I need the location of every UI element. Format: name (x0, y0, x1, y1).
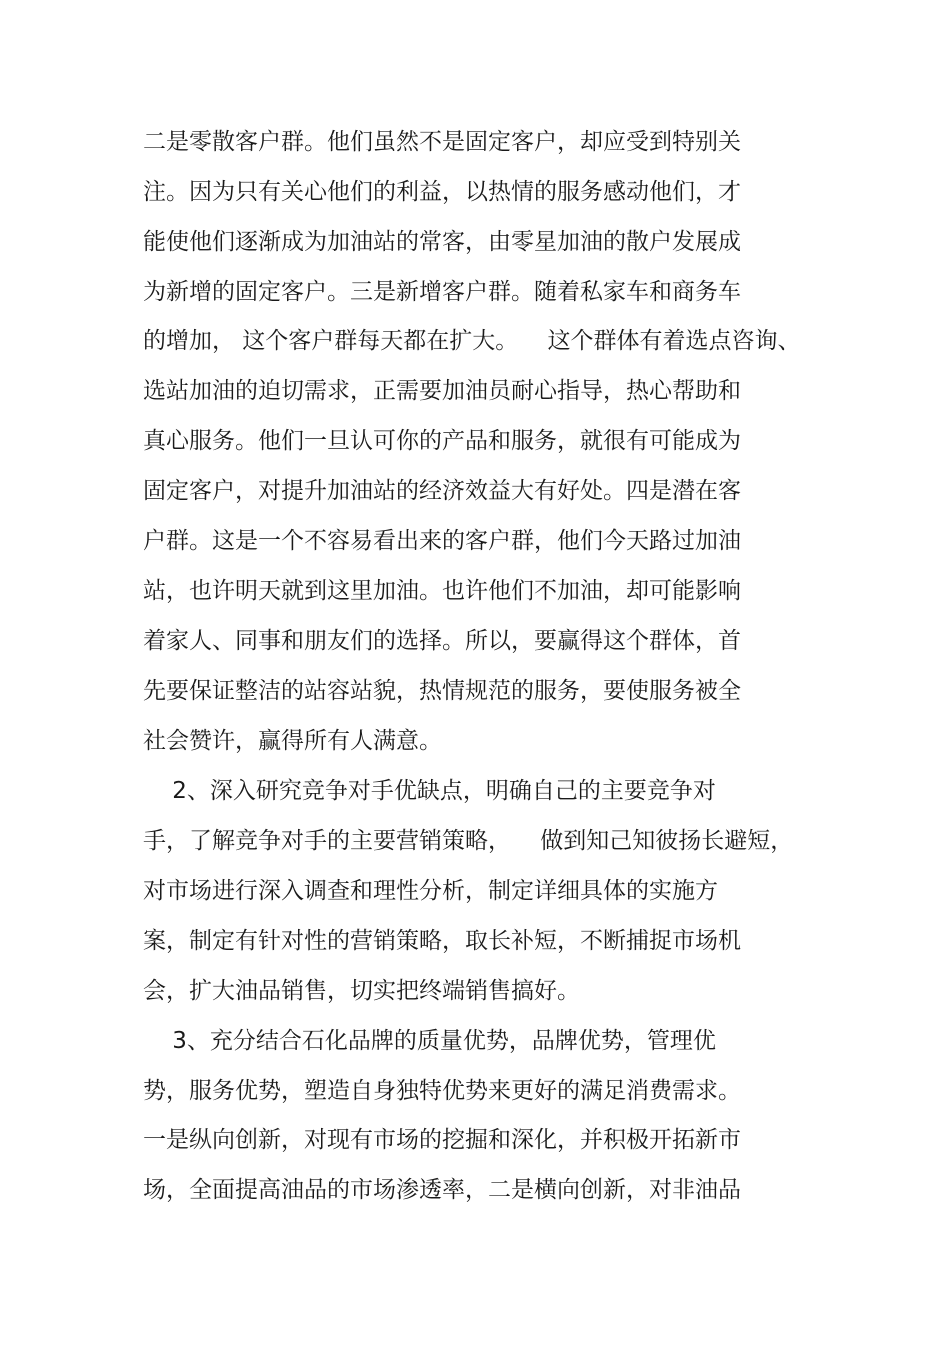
text-line: 着家人、同事和朋友们的选择。所以，要赢得这个群体，首 (143, 628, 741, 654)
text-line: 真心服务。他们一旦认可你的产品和服务，就很有可能成为 (143, 428, 741, 454)
text-line: 场，全面提高油品的市场渗透率，二是横向创新，对非油品 (143, 1177, 741, 1203)
text-line: 二是零散客户群。他们虽然不是固定客户，却应受到特别关 (143, 129, 741, 155)
text-line: 一是纵向创新，对现有市场的挖掘和深化，并积极开拓新市 (143, 1127, 741, 1153)
text-line: 注。因为只有关心他们的利益，以热情的服务感动他们，才 (143, 179, 741, 205)
text-line: 对市场进行深入调查和理性分析，制定详细具体的实施方 (143, 878, 718, 904)
text-line: 选站加油的迫切需求，正需要加油员耐心指导，热心帮助和 (143, 378, 741, 404)
text-line: 社会赞许，赢得所有人满意。 (143, 728, 442, 754)
text-line: 为新增的固定客户。三是新增客户群。随着私家车和商务车 (143, 279, 741, 305)
text-line: 会，扩大油品销售，切实把终端销售搞好。 (143, 978, 580, 1004)
text-line: 能使他们逐渐成为加油站的常客，由零星加油的散户发展成 (143, 229, 741, 255)
text-line: 的增加， 这个客户群每天都在扩大。 这个群体有着选点咨询、 (143, 328, 801, 354)
text-line: 户群。这是一个不容易看出来的客户群，他们今天路过加油 (143, 528, 741, 554)
text-line: 势，服务优势，塑造自身独特优势来更好的满足消费需求。 (143, 1078, 741, 1104)
text-line: 手，了解竞争对手的主要营销策略， 做到知己知彼扬长避短， (143, 828, 794, 854)
paragraph-3-start: 3、充分结合石化品牌的质量优势，品牌优势，管理优 (143, 1028, 716, 1054)
paragraph-2-start: 2、深入研究竞争对手优缺点，明确自己的主要竞争对 (143, 778, 716, 804)
text-line: 固定客户，对提升加油站的经济效益大有好处。四是潜在客 (143, 478, 741, 504)
text-line: 先要保证整洁的站容站貌，热情规范的服务，要使服务被全 (143, 678, 741, 704)
text-line: 案，制定有针对性的营销策略，取长补短，不断捕捉市场机 (143, 928, 741, 954)
text-line: 站，也许明天就到这里加油。也许他们不加油，却可能影响 (143, 578, 741, 604)
